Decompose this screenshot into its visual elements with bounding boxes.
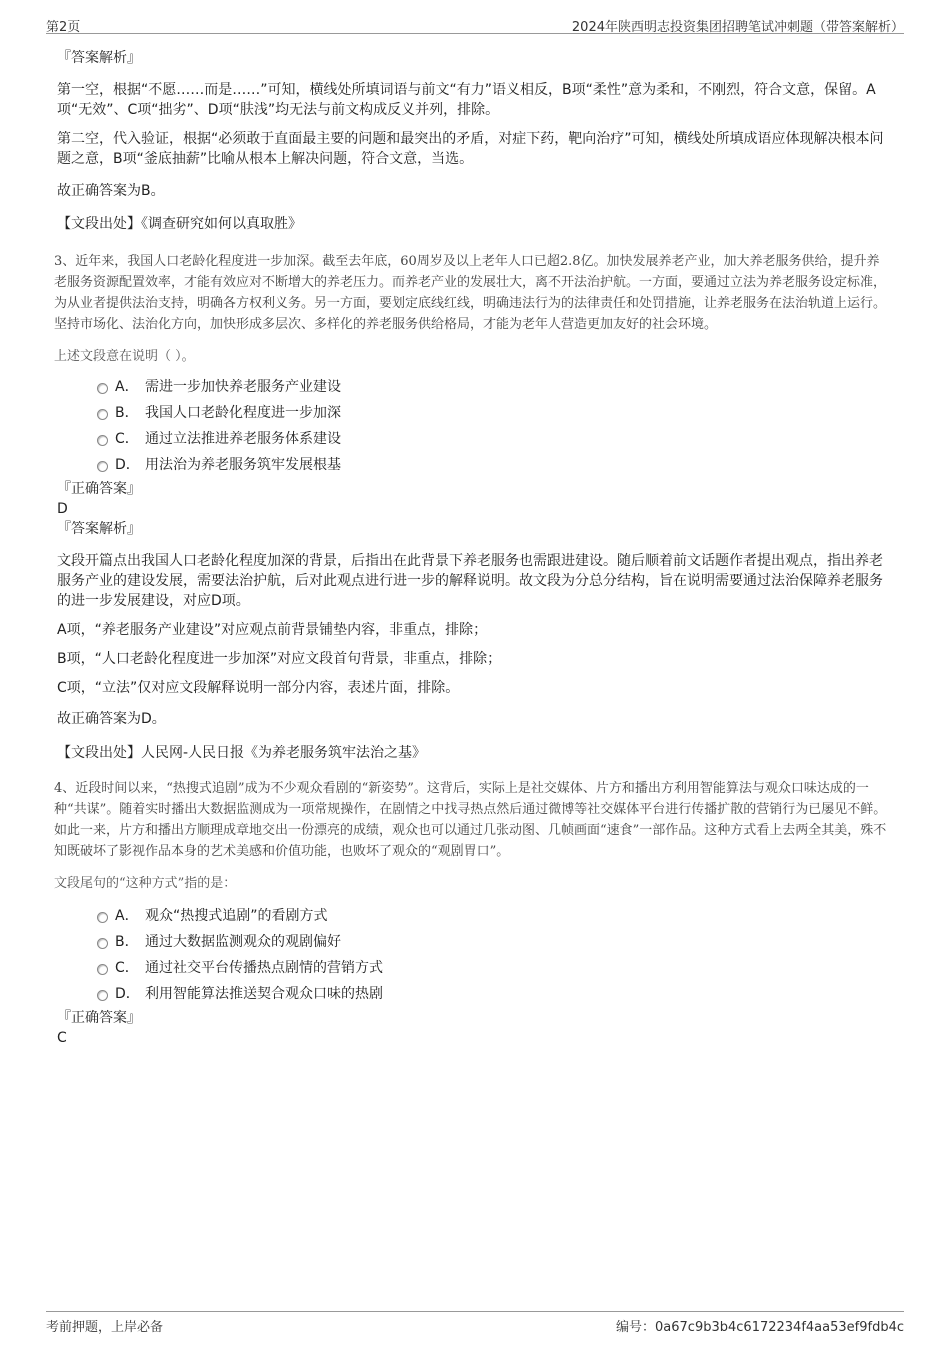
answer-label: 『正确答案』 — [57, 1010, 141, 1026]
analysis-paragraph: 第二空，代入验证，根据“必须敢于直面最主要的问题和最突出的矛盾，对症下药，靶向治疗”可知，横线处所填成语应体现解决根本问题之意，B项“釜底抽薪”比喻从根本上解决问题，符合文意，当选。 — [57, 131, 884, 167]
source-citation: 【文段出处】人民网-人民日报《为养老服务筑牢法治之基》 — [57, 745, 427, 761]
page-content — [54, 44, 890, 1047]
page-footer — [46, 1311, 904, 1334]
option-key: A． — [115, 379, 139, 395]
option-text: 利用智能算法推送契合观众口味的热剧 — [145, 986, 383, 1002]
option-b[interactable] — [57, 403, 890, 429]
option-text: 通过社交平台传播热点剧情的营销方式 — [145, 960, 383, 976]
analysis-paragraph: 文段开篇点出我国人口老龄化程度加深的背景，后指出在此背景下养老服务也需跟进建设。随后顺着前文话题作者提出观点，指出养老服务产业的建设发展，需要法治护航，后对此观点进行进一步的解释说明。故文段为分总分结构，旨在说明需要通过法治保障养老服务的进一步发展建设，对应D项。 — [57, 553, 883, 609]
analysis-paragraph: 第一空，根据“不愿……而是……”可知，横线处所填词语与前文“有力”语义相反，B项“柔性”意为柔和，不刚烈，符合文意，保留。A项“无效”、C项“拙劣”、D项“肤浅”均无法与前文构成反义并列，排除。 — [57, 82, 876, 118]
option-text: 观众“热搜式追剧”的看剧方式 — [145, 908, 328, 924]
radio-button[interactable] — [97, 938, 108, 949]
analysis-conclusion: 故正确答案为B。 — [57, 183, 165, 199]
option-a[interactable] — [57, 906, 890, 932]
option-key: D． — [115, 457, 140, 473]
option-d[interactable] — [57, 984, 890, 1010]
radio-button[interactable] — [97, 990, 108, 1001]
option-list — [57, 906, 890, 1010]
analysis-label: 『答案解析』 — [57, 50, 141, 66]
answer-label: 『正确答案』 — [57, 481, 141, 497]
option-key: D． — [115, 986, 140, 1002]
option-b[interactable] — [57, 932, 890, 958]
question-text: 4、近段时间以来，“热搜式追剧”成为不少观众看剧的“新姿势”。这背后，实际上是社交媒体、片方和播出方利用智能算法与观众口味达成的一种“共谋”。随着实时播出大数据监测成为一项常规操作，在剧情之中找寻热点然后通过微博等社交媒体平台进行传播扩散的营销行为已屡见不鲜。如此一来，片方和播出方顺理成章地交出一份漂亮的成绩，观众也可以通过几张动图、几帧画面“速食”一部作品。这种方式看上去两全其美，殊不知既破坏了影视作品本身的艺术美感和价值功能，也败坏了观众的“观剧胃口”。 — [54, 781, 887, 859]
radio-button[interactable] — [97, 461, 108, 472]
page-header — [46, 14, 904, 34]
option-text: 通过立法推进养老服务体系建设 — [145, 431, 341, 447]
analysis-paragraph: C项，“立法”仅对应文段解释说明一部分内容，表述片面，排除。 — [57, 680, 460, 696]
answer-value: D — [57, 501, 68, 517]
option-text: 用法治为养老服务筑牢发展根基 — [145, 457, 341, 473]
option-key: A． — [115, 908, 139, 924]
radio-button[interactable] — [97, 409, 108, 420]
question-text: 3、近年来，我国人口老龄化程度进一步加深。截至去年底，60周岁及以上老年人口已超2.8亿。加快发展养老产业，加大养老服务供给，提升养老服务资源配置效率，才能有效应对不断增大的养老压力。而养老产业的发展壮大，离不开法治护航。一方面，要通过立法为养老服务设定标准，为从业者提供法治支持，明确各方权利义务。另一方面，要划定底线红线，明确违法行为的法律责任和处罚措施，让养老服务在法治轨道上运行。坚持市场化、法治化方向，加快形成多层次、多样化的养老服务供给格局，才能为老年人营造更加友好的社会环境。 — [54, 254, 887, 332]
source-citation: 【文段出处】《调查研究如何以真取胜》 — [57, 216, 302, 232]
analysis-paragraph: A项，“养老服务产业建设”对应观点前背景铺垫内容，非重点，排除； — [57, 622, 488, 638]
option-key: B． — [115, 934, 139, 950]
radio-button[interactable] — [97, 912, 108, 923]
radio-button[interactable] — [97, 435, 108, 446]
question-prompt: 上述文段意在说明（ ）。 — [54, 349, 195, 364]
option-key: C． — [115, 960, 139, 976]
option-a[interactable] — [57, 377, 890, 403]
answer-value: C — [57, 1030, 67, 1046]
option-c[interactable] — [57, 429, 890, 455]
analysis-label: 『答案解析』 — [57, 521, 141, 537]
analysis-conclusion: 故正确答案为D。 — [57, 711, 166, 727]
option-text: 我国人口老龄化程度进一步加深 — [145, 405, 341, 421]
radio-button[interactable] — [97, 964, 108, 975]
radio-button[interactable] — [97, 383, 108, 394]
option-c[interactable] — [57, 958, 890, 984]
option-key: C． — [115, 431, 139, 447]
page-number: 第2页 — [46, 20, 81, 35]
document-title: 2024年陕西明志投资集团招聘笔试冲刺题（带答案解析） — [571, 20, 904, 35]
footer-slogan: 考前押题，上岸必备 — [46, 1320, 164, 1335]
document-id: 编号：0a67c9b3b4c6172234f4aa53ef9fdb4c — [616, 1320, 904, 1335]
option-d[interactable] — [57, 455, 890, 481]
option-list — [57, 377, 890, 481]
analysis-paragraph: B项，“人口老龄化程度进一步加深”对应文段首句背景，非重点，排除； — [57, 651, 502, 667]
question-prompt: 文段尾句的“这种方式”指的是： — [54, 876, 237, 891]
option-text: 通过大数据监测观众的观剧偏好 — [145, 934, 341, 950]
option-key: B． — [115, 405, 139, 421]
option-text: 需进一步加快养老服务产业建设 — [145, 379, 341, 395]
